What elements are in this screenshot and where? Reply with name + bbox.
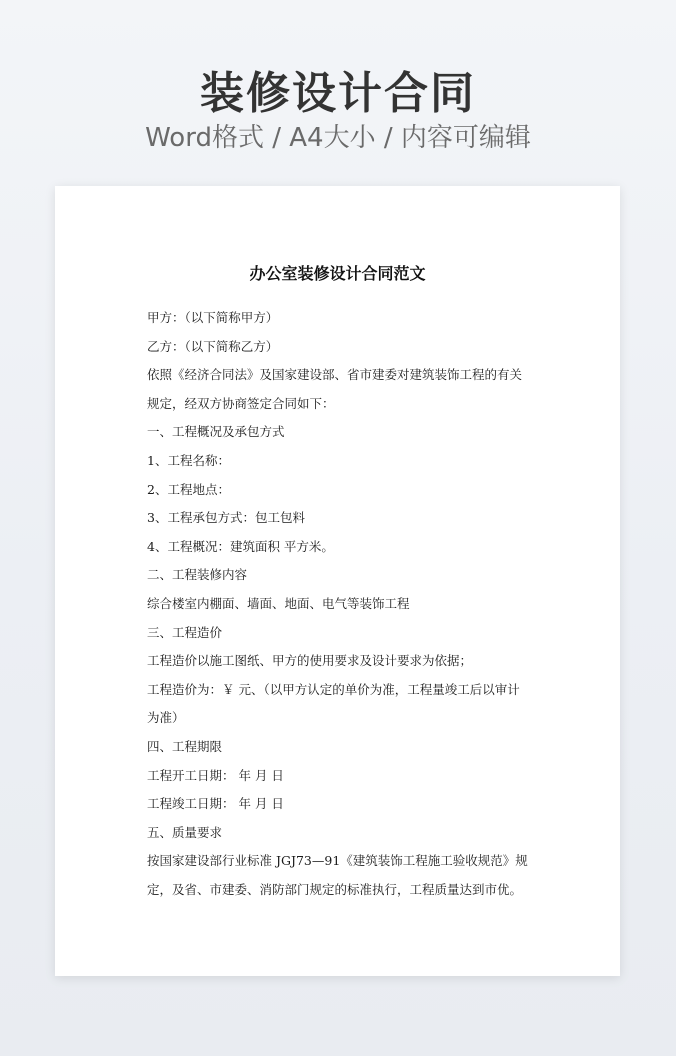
document-line: 工程竣工日期： 年 月 日 (147, 796, 284, 812)
document-body (147, 304, 537, 904)
document-line: 定，及省、市建委、消防部门规定的标准执行，工程质量达到市优。 (147, 881, 523, 897)
document-line: 为准） (147, 710, 185, 726)
document-line: 按国家建设部行业标准 JGJ73—91《建筑装饰工程施工验收规范》规 (147, 853, 528, 869)
document-line: 乙方：（以下简称乙方） (147, 338, 279, 354)
document-line: 四、工程期限 (147, 738, 223, 754)
document-line: 工程造价为：￥ 元、（以甲方认定的单价为准，工程量竣工后以审计 (147, 681, 520, 697)
document-line: 2、工程地点： (147, 481, 230, 497)
document-line: 3、工程承包方式：包工包料 (147, 510, 305, 526)
document-line: 二、工程装修内容 (147, 567, 248, 583)
document-line: 一、工程概况及承包方式 (147, 424, 285, 440)
document-line: 规定，经双方协商签定合同如下： (147, 395, 335, 411)
header-title: 装修设计合同 (200, 68, 476, 119)
document-line: 4、工程概况：建筑面积 平方米。 (147, 538, 334, 554)
document-line: 工程造价以施工图纸、甲方的使用要求及设计要求为依据； (147, 653, 473, 669)
document-line: 五、质量要求 (147, 824, 223, 840)
document-line: 工程开工日期： 年 月 日 (147, 767, 284, 783)
document-line: 综合楼室内棚面、墙面、地面、电气等装饰工程 (147, 595, 410, 611)
document-line: 甲方：（以下简称甲方） (147, 310, 279, 325)
document-page (55, 186, 620, 976)
document-line: 三、工程造价 (147, 624, 223, 640)
document-title: 办公室装修设计合同范文 (249, 264, 426, 283)
document-line: 1、工程名称： (147, 452, 230, 468)
document-line: 依照《经济合同法》及国家建设部、省市建委对建筑装饰工程的有关 (147, 367, 523, 383)
header-subtitle: Word格式 / A4大小 / 内容可编辑 (145, 123, 531, 153)
